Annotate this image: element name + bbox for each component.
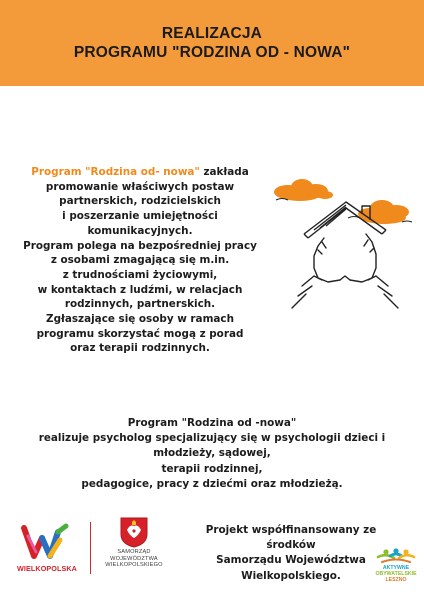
description-line: komunikacyjnych. bbox=[87, 224, 193, 237]
description-line: Program polega na bezpośredniej pracy bbox=[23, 239, 257, 252]
program-name-highlight: Program "Rodzina od- nowa" bbox=[31, 166, 200, 178]
header-title-line2: PROGRAMU "RODZINA OD - NOWA" bbox=[73, 44, 351, 61]
description-line: z osobami zmagającą się m.in. bbox=[50, 254, 230, 267]
header-title-line1: REALIZACJA bbox=[161, 25, 263, 42]
people-figures-icon bbox=[372, 548, 420, 566]
description-line: partnerskich, rodzicielskich bbox=[59, 195, 221, 208]
description-first-line bbox=[20, 165, 260, 180]
samorzad-line: WIELKOPOLSKIEGO bbox=[105, 562, 163, 569]
psychologist-info bbox=[30, 416, 394, 492]
aktywne-line: AKTYWNE bbox=[382, 565, 410, 571]
page-header bbox=[0, 0, 424, 86]
info-line: Program "Rodzina od -nowa" bbox=[127, 417, 297, 429]
crest-icon bbox=[119, 516, 149, 548]
program-description bbox=[20, 165, 260, 356]
description-line: programu skorzystać mogą z porad bbox=[36, 327, 244, 340]
samorzad-logo-text bbox=[98, 549, 170, 569]
description-first-line-rest: zakłada bbox=[199, 166, 249, 178]
info-line: terapii rodzinnej, bbox=[161, 462, 263, 475]
cofinancing-line: Projekt współfinansowany ze środków bbox=[205, 524, 377, 552]
logo-divider bbox=[90, 522, 91, 574]
description-line: w kontaktach z ludźmi, w relacjach bbox=[37, 283, 243, 296]
wielkopolska-logo-text: WIELKOPOLSKA bbox=[17, 564, 77, 573]
description-line: oraz terapii rodzinnych. bbox=[70, 342, 210, 355]
cofinancing-line: Samorządu Województwa bbox=[216, 554, 366, 567]
description-line: rodzinnych, partnerskich. bbox=[64, 298, 216, 311]
wielkopolska-logo bbox=[14, 518, 80, 580]
right-cloud-icon bbox=[358, 200, 409, 224]
description-line: i poszerzanie umiejętności bbox=[62, 210, 218, 223]
description-line: promowanie właściwych postaw bbox=[45, 180, 235, 193]
samorzad-line: SAMORZĄD bbox=[117, 549, 151, 555]
info-line: młodzieży, sądowej, bbox=[153, 447, 271, 460]
aktywne-line: LESZNO bbox=[385, 577, 407, 583]
samorzad-logo bbox=[98, 516, 170, 584]
aktywne-line: OBYWATELSKIE bbox=[375, 571, 417, 577]
info-line: realizuje psycholog specjalizujący się w psychologii dzieci i bbox=[38, 432, 386, 445]
description-line: z trudnościami życiowymi, bbox=[62, 268, 218, 281]
cofinancing-note bbox=[180, 523, 402, 584]
aktywne-obywatelskie-logo bbox=[372, 548, 420, 596]
description-line: Zgłaszające się osoby w ramach bbox=[46, 313, 234, 326]
info-line: pedagogice, pracy z dziećmi oraz młodzieżą. bbox=[81, 477, 343, 490]
samorzad-line: WOJEWÓDZTWA bbox=[110, 555, 158, 562]
left-cloud-icon bbox=[274, 179, 333, 201]
cofinancing-line: Wielkopolskiego. bbox=[241, 569, 341, 582]
hands-house-roof-clouds-icon bbox=[262, 168, 420, 316]
aktywne-logo-text bbox=[372, 565, 420, 583]
